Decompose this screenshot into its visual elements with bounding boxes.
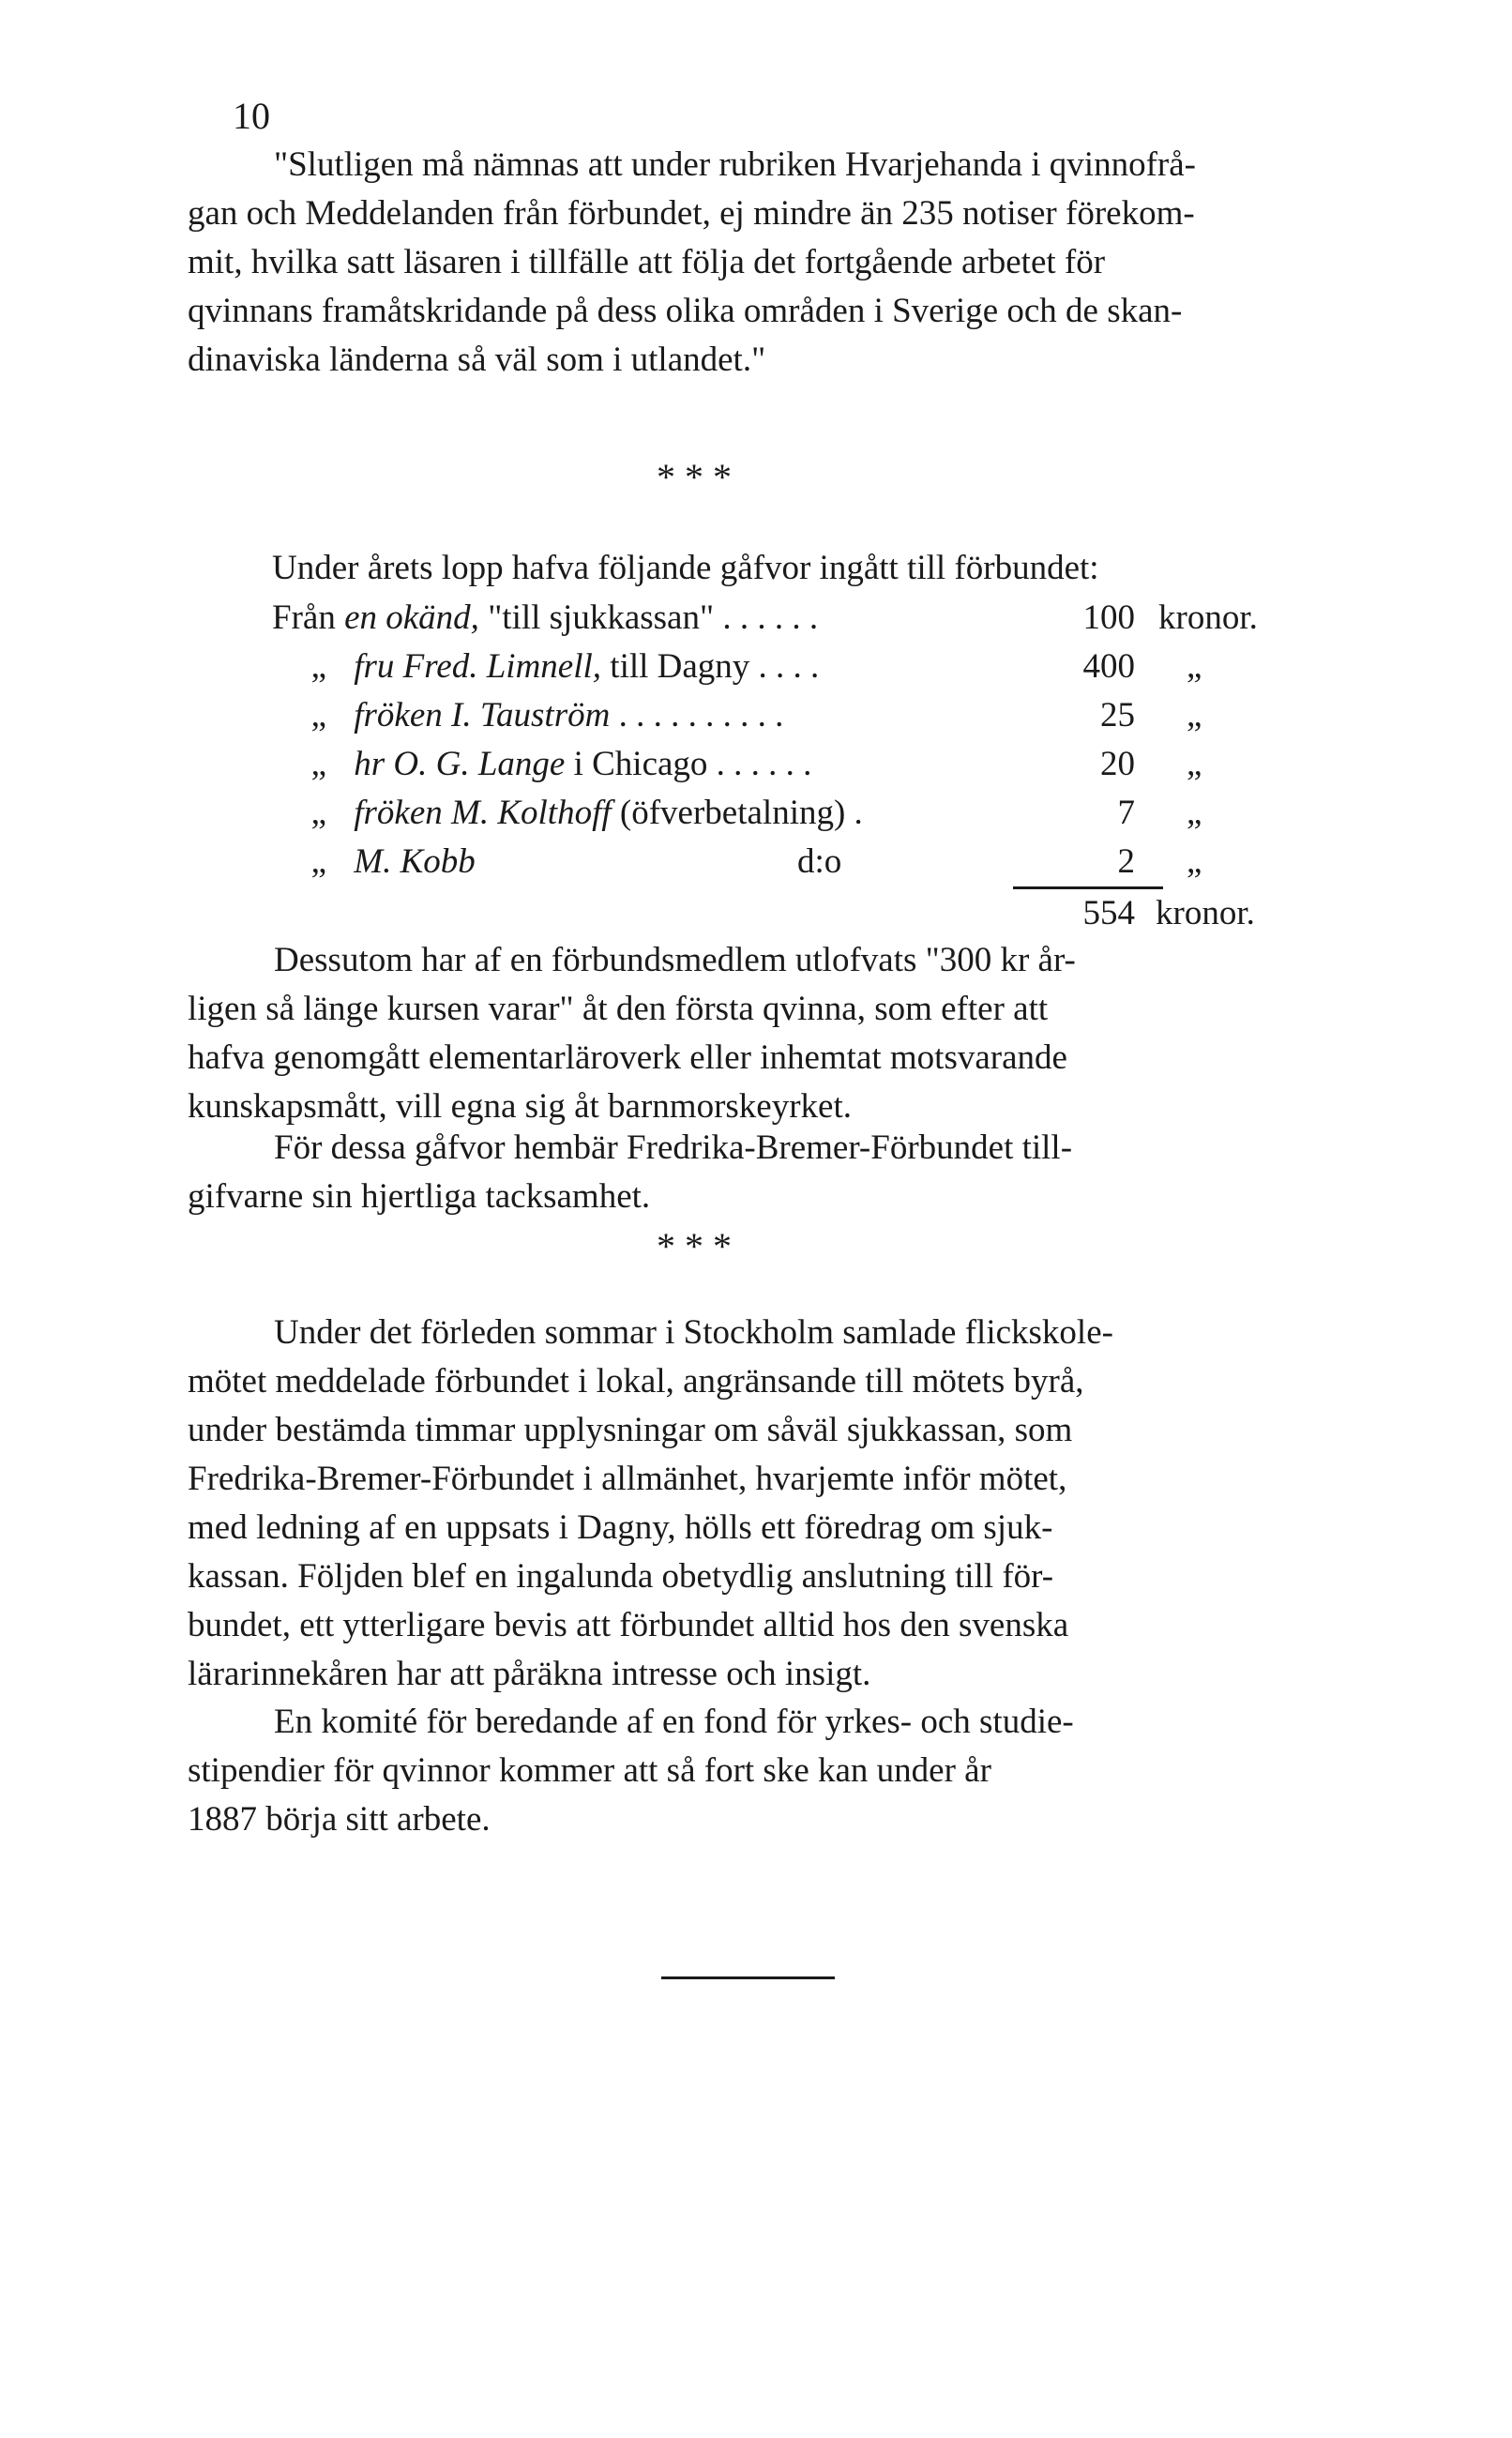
section-separator: * * * xyxy=(657,1225,732,1267)
text-line: bundet, ett ytterligare bevis att förbundet alltid hos den svenska xyxy=(188,1606,1069,1644)
committee-paragraph xyxy=(188,1698,1360,1844)
gift-donor: en okänd, xyxy=(344,598,479,637)
gift-unit: „ xyxy=(1187,842,1202,881)
gift-detail: d:o xyxy=(797,842,842,881)
ditto-mark: „ xyxy=(310,794,326,832)
gift-prefix: Från xyxy=(272,598,336,637)
gift-amount: 400 xyxy=(1082,647,1135,686)
gift-donor: fröken M. Kolthoff xyxy=(354,794,612,832)
gift-amount: 25 xyxy=(1100,696,1135,734)
text-line: Dessutom har af en förbundsmedlem utlofvats "300 kr år- xyxy=(274,941,1076,979)
gift-amount: 20 xyxy=(1100,745,1135,783)
text-line: För dessa gåfvor hembär Fredrika-Bremer-Förbundet till- xyxy=(274,1128,1073,1167)
ditto-mark: „ xyxy=(310,745,326,783)
ditto-mark: „ xyxy=(310,647,326,686)
gift-row xyxy=(281,643,819,691)
text-line: 1887 börja sitt arbete. xyxy=(188,1800,491,1839)
gift-total-unit: kronor. xyxy=(1156,894,1255,932)
text-line: Fredrika-Bremer-Förbundet i allmänhet, hvarjemte inför mötet, xyxy=(188,1460,1067,1498)
text-line: mötet meddelade förbundet i lokal, angränsande till mötets byrå, xyxy=(188,1362,1084,1401)
gift-unit: „ xyxy=(1187,647,1202,686)
gift-total-amount: 554 xyxy=(1082,894,1135,932)
gift-donor: fru Fred. Limnell, xyxy=(354,647,602,686)
gift-unit: „ xyxy=(1187,745,1202,783)
gift-amount: 2 xyxy=(1117,842,1135,881)
gift-row xyxy=(281,789,863,838)
gift-unit: „ xyxy=(1187,794,1202,832)
text-line: lärarinnekåren har att påräkna intresse och insigt. xyxy=(188,1655,871,1693)
gifts-intro xyxy=(272,544,1351,593)
text-line: under bestämda timmar upplysningar om såväl sjukkassan, som xyxy=(188,1411,1073,1449)
gift-row xyxy=(281,740,811,789)
end-rule xyxy=(661,1976,835,1979)
text-line: stipendier för qvinnor kommer att så fort ske kan under år xyxy=(188,1751,991,1790)
gift-donor: M. Kobb xyxy=(354,842,476,881)
gift-unit: „ xyxy=(1187,696,1202,734)
text-line: med ledning af en uppsats i Dagny, hölls ett föredrag om sjuk- xyxy=(188,1508,1053,1547)
text-line: qvinnans framåtskridande på dess olika områden i Sverige och de skan- xyxy=(188,292,1183,330)
thanks-paragraph xyxy=(188,1124,1360,1221)
text-line: kunskapsmått, vill egna sig åt barnmorskeyrket. xyxy=(188,1087,852,1126)
gift-detail: "till sjukkassan" . . . . . . xyxy=(488,598,819,637)
meeting-paragraph xyxy=(188,1309,1360,1699)
text-line: mit, hvilka satt läsaren i tillfälle att följa det fortgående arbetet för xyxy=(188,243,1106,281)
gift-unit: kronor. xyxy=(1158,598,1258,637)
text-line: "Slutligen må nämnas att under rubriken Hvarjehanda i qvinnofrå- xyxy=(274,145,1196,184)
text-line: Under det förleden sommar i Stockholm samlade flickskole- xyxy=(274,1313,1113,1352)
gift-detail: . . . . . . . . . . xyxy=(618,696,784,734)
page-number: 10 xyxy=(233,95,270,137)
quote-paragraph xyxy=(188,141,1374,385)
text-line: gan och Meddelanden från förbundet, ej mindre än 235 notiser förekom- xyxy=(188,194,1195,233)
gift-row xyxy=(272,594,818,643)
gift-detail: i Chicago . . . . . . xyxy=(573,745,812,783)
ditto-mark: „ xyxy=(310,696,326,734)
gift-row xyxy=(281,691,783,740)
text-line: dinaviska länderna så väl som i utlandet." xyxy=(188,341,766,379)
gift-detail: till Dagny . . . . xyxy=(610,647,820,686)
gift-row xyxy=(281,838,476,886)
text-line: hafva genomgått elementarläroverk eller inhemtat motsvarande xyxy=(188,1038,1067,1077)
gift-detail-ditto xyxy=(797,838,841,886)
text-line: gifvarne sin hjertliga tacksamhet. xyxy=(188,1177,651,1216)
gift-detail: (öfverbetalning) . xyxy=(619,794,863,832)
gift-donor: hr O. G. Lange xyxy=(354,745,566,783)
section-separator: * * * xyxy=(657,456,732,498)
gift-amount: 100 xyxy=(1082,598,1135,637)
text-line: Under årets lopp hafva följande gåfvor ingått till förbundet: xyxy=(272,549,1099,587)
gift-donor: fröken I. Tauström xyxy=(354,696,611,734)
text-line: ligen så länge kursen varar" åt den första qvinna, som efter att xyxy=(188,990,1049,1028)
ditto-mark: „ xyxy=(310,842,326,881)
text-line: kassan. Följden blef en ingalunda obetydlig anslutning till för- xyxy=(188,1557,1054,1596)
pledge-paragraph xyxy=(188,936,1360,1131)
text-line: En komité för beredande af en fond för yrkes- och studie- xyxy=(274,1703,1074,1741)
gift-amount: 7 xyxy=(1117,794,1135,832)
